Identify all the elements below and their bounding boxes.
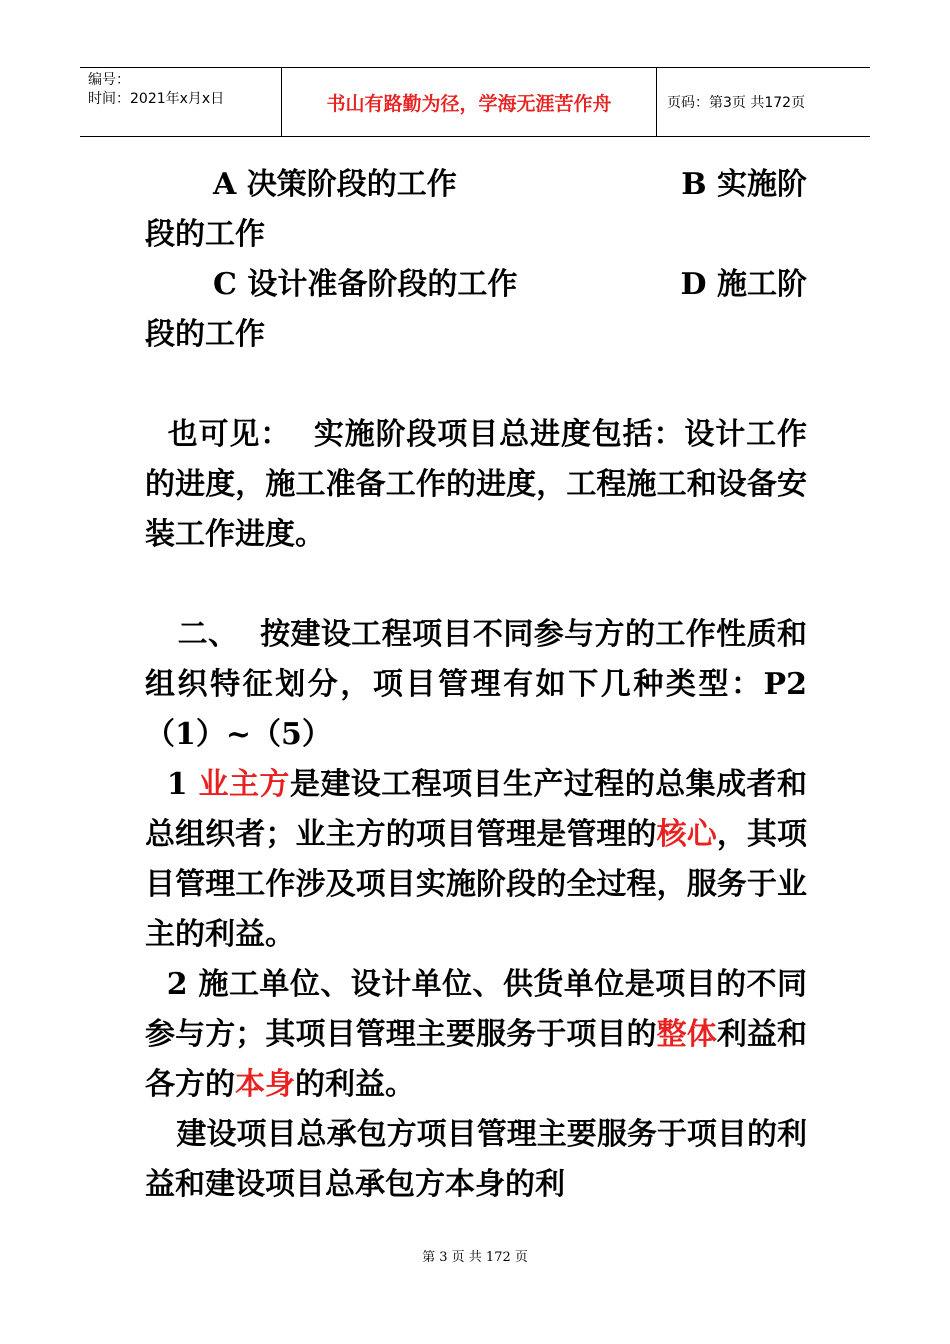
paragraph-types: 二、 按建设工程项目不同参与方的工作性质和组织特征划分，项目管理有如下几种类型：P2 （1）~（5） [145, 617, 818, 752]
option-row-cd [145, 260, 807, 310]
header-motto: 书山有路勤为径，学海无涯苦作舟 [282, 68, 657, 136]
number-label: 编号： [88, 72, 130, 88]
option-d-cont: 段的工作 [145, 317, 265, 352]
option-a: A 决策阶段的工作 [213, 167, 457, 202]
page-footer: 第 3 页 共 172 页 [422, 1250, 528, 1265]
page-header [80, 67, 870, 137]
option-b: B 实施阶 [681, 167, 807, 202]
highlight-owner: 业主方 [198, 767, 290, 802]
highlight-core: 核心 [656, 817, 717, 852]
document-body [145, 160, 818, 1210]
option-c: C 设计准备阶段的工作 [213, 267, 518, 302]
header-meta [80, 68, 282, 136]
highlight-self: 本身 [235, 1067, 295, 1102]
paragraph-progress: 也可见： 实施阶段项目总进度包括：设计工作的进度，施工准备工作的进度，工程施工和设备安装工作进度。 [145, 417, 808, 552]
option-b-cont: 段的工作 [145, 217, 265, 252]
option-d: D 施工阶 [680, 267, 807, 302]
header-page-info: 页码：第3页 共172页 [667, 95, 806, 111]
option-row-ab [145, 160, 807, 210]
time-label: 时间：2021年x月x日 [88, 91, 225, 107]
paragraph-owner: 1 业主方是建设工程项目生产过程的总集成者和总组织者；业主方的项目管理是管理的核心，其项目管理工作涉及项目实施阶段的全过程，服务于业主的利益。 [145, 767, 808, 952]
paragraph-participants: 2 施工单位、设计单位、供货单位是项目的不同参与方；其项目管理主要服务于项目的整体利益和各方的本身的利益。 [145, 967, 808, 1102]
paragraph-contractor: 建设项目总承包方项目管理主要服务于项目的利益和建设项目总承包方本身的利 [145, 1117, 807, 1202]
highlight-whole: 整体 [656, 1017, 717, 1052]
